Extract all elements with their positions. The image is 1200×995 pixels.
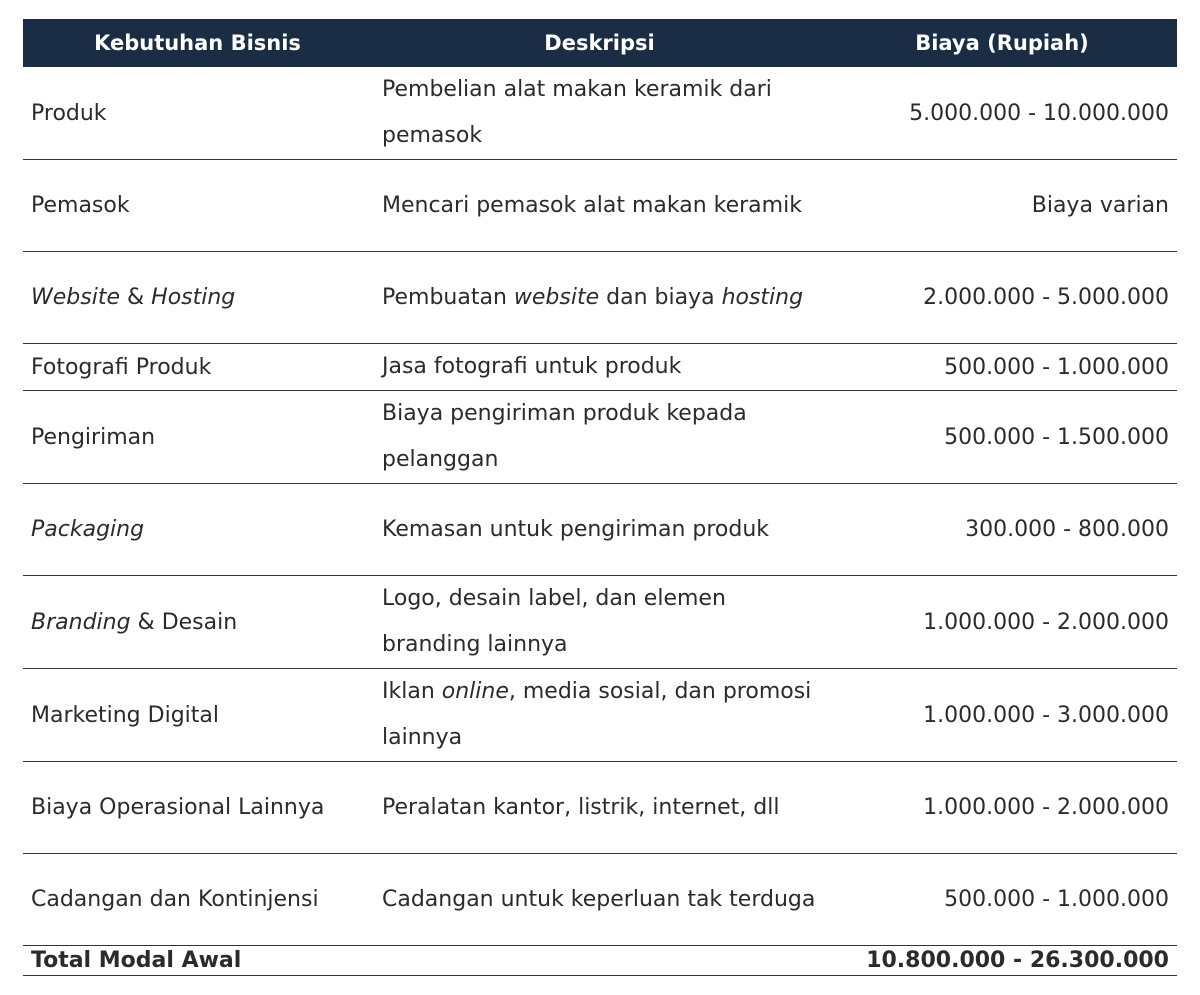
total-row [23, 946, 1177, 976]
description-cell: Pembelian alat makan keramik dari pemasok [372, 67, 827, 160]
table-row-cadangan [23, 854, 1177, 946]
cost-cell: 500.000 - 1.500.000 [827, 391, 1177, 484]
need-cell: Pemasok [23, 160, 372, 252]
desc-italic-website: website [513, 284, 600, 310]
cost-cell: Biaya varian [827, 160, 1177, 252]
table-row-branding-desain [23, 576, 1177, 669]
table-row-website-hosting [23, 252, 1177, 344]
table-row-packaging [23, 484, 1177, 576]
table-row-pengiriman [23, 391, 1177, 484]
need-italic-website: Website [31, 285, 120, 310]
need-cell: Cadangan dan Kontinjensi [23, 854, 372, 946]
need-cell: Biaya Operasional Lainnya [23, 762, 372, 854]
need-cell [23, 576, 372, 669]
desc-text: dan biaya [599, 284, 722, 310]
table-header-row [23, 19, 1177, 67]
desc-text: Iklan [382, 679, 442, 704]
table-row-produk [23, 67, 1177, 160]
description-cell: Kemasan untuk pengiriman produk [372, 484, 827, 576]
description-cell: Cadangan untuk keperluan tak terduga [372, 854, 827, 946]
need-cell: Produk [23, 67, 372, 160]
need-cell: Pengiriman [23, 391, 372, 484]
description-cell: Mencari pemasok alat makan keramik [372, 160, 827, 252]
cost-cell: 2.000.000 - 5.000.000 [827, 252, 1177, 344]
desc-text: Pembuatan [382, 284, 514, 310]
table-row-pemasok [23, 160, 1177, 252]
table-row-marketing-digital [23, 669, 1177, 762]
need-italic-branding: Branding [31, 609, 131, 635]
description-cell: Logo, desain label, dan elemen branding lainnya [372, 576, 827, 669]
cost-cell: 500.000 - 1.000.000 [827, 344, 1177, 391]
cost-cell: 1.000.000 - 2.000.000 [827, 576, 1177, 669]
cost-cell: 1.000.000 - 2.000.000 [827, 762, 1177, 854]
startup-cost-table [23, 19, 1177, 976]
cost-cell: 500.000 - 1.000.000 [827, 854, 1177, 946]
description-cell: Biaya pengiriman produk kepada pelanggan [372, 391, 827, 484]
description-cell: Jasa fotografi untuk produk [372, 344, 827, 391]
need-cell: Fotografi Produk [23, 344, 372, 391]
table-row-biaya-operasional [23, 762, 1177, 854]
header-kebutuhan-bisnis: Kebutuhan Bisnis [23, 19, 372, 67]
desc-italic-hosting: hosting [721, 284, 804, 310]
description-cell [372, 669, 827, 762]
description-cell: Peralatan kantor, listrik, internet, dll [372, 762, 827, 854]
cost-cell: 300.000 - 800.000 [827, 484, 1177, 576]
need-cell [23, 252, 372, 344]
need-cell: Packaging [23, 484, 372, 576]
header-deskripsi: Deskripsi [372, 19, 827, 67]
desc-text: , media sosial, dan promosi lainnya [382, 679, 812, 750]
need-italic-hosting: Hosting [151, 285, 236, 310]
total-label: Total Modal Awal [23, 946, 372, 976]
desc-italic-online: online [441, 679, 509, 704]
description-cell [372, 252, 827, 344]
cost-cell: 1.000.000 - 3.000.000 [827, 669, 1177, 762]
total-empty-cell [372, 946, 827, 976]
need-cell: Marketing Digital [23, 669, 372, 762]
need-text: & Desain [130, 609, 238, 635]
need-ampersand: & [120, 285, 152, 310]
header-biaya: Biaya (Rupiah) [827, 19, 1177, 67]
cost-cell: 5.000.000 - 10.000.000 [827, 67, 1177, 160]
total-cost: 10.800.000 - 26.300.000 [827, 946, 1177, 976]
table-row-fotografi-produk [23, 344, 1177, 391]
